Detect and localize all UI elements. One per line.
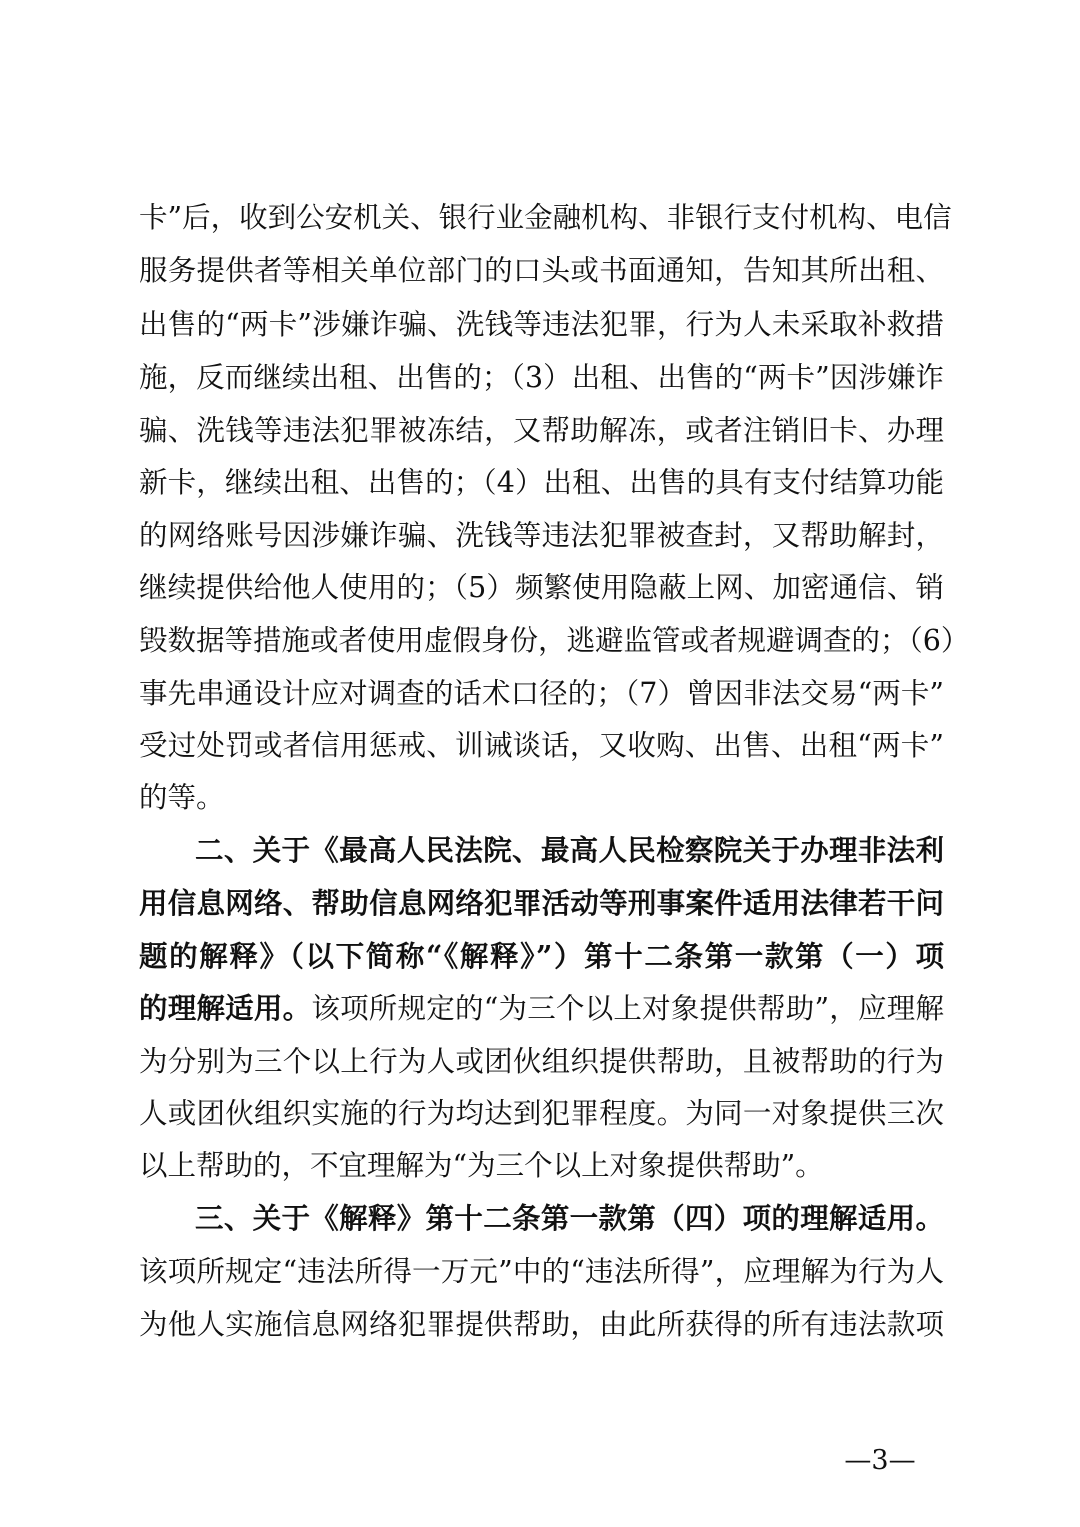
- text-line: 事先串通设计应对调查的话术口径的；（7）曾因非法交易“两卡”: [139, 677, 944, 710]
- text-line: 的网络账号因涉嫌诈骗、洗钱等违法犯罪被查封，又帮助解封，: [139, 519, 944, 552]
- section-heading-line: 用信息网络、帮助信息网络犯罪活动等刑事案件适用法律若干问: [139, 886, 944, 920]
- text-line: 新卡，继续出租、出售的；（4）出租、出售的具有支付结算功能: [139, 466, 944, 499]
- text-line: 为他人实施信息网络犯罪提供帮助，由此所获得的所有违法款项: [139, 1308, 944, 1341]
- text-line: 骗、洗钱等违法犯罪被冻结，又帮助解冻，或者注销旧卡、办理: [139, 414, 944, 447]
- text-line: 的理解适用。该项所规定的“为三个以上对象提供帮助”，应理解: [139, 991, 944, 1025]
- text-line: 服务提供者等相关单位部门的口头或书面通知，告知其所出租、: [139, 254, 944, 287]
- text-line: 继续提供给他人使用的；（5）频繁使用隐蔽上网、加密通信、销: [139, 571, 944, 604]
- text-line: 出售的“两卡”涉嫌诈骗、洗钱等违法犯罪，行为人未采取补救措: [139, 308, 944, 341]
- text-line: 施，反而继续出租、出售的；（3）出租、出售的“两卡”因涉嫌诈: [139, 361, 944, 394]
- text-line: 的等。: [139, 781, 225, 814]
- section-heading-line: 题的解释》（以下简称“《解释》”）第十二条第一款第（一）项: [139, 939, 944, 973]
- text-line: 人或团伙组织实施的行为均达到犯罪程度。为同一对象提供三次: [139, 1097, 944, 1130]
- page-number: —3—: [844, 1445, 916, 1476]
- text-line: 毁数据等措施或者使用虚假身份，逃避监管或者规避调查的；（6）: [139, 624, 970, 657]
- text-line: 为分别为三个以上行为人或团伙组织提供帮助，且被帮助的行为: [139, 1045, 944, 1078]
- section-heading-line: 二、关于《最高人民法院、最高人民检察院关于办理非法利: [195, 833, 944, 867]
- text-line: 卡”后，收到公安机关、银行业金融机构、非银行支付机构、电信: [139, 201, 952, 234]
- section-heading-line: 三、关于《解释》第十二条第一款第（四）项的理解适用。: [195, 1201, 944, 1235]
- text-line: 以上帮助的，不宜理解为“为三个以上对象提供帮助”。: [139, 1149, 824, 1182]
- text-line: 该项所规定“违法所得一万元”中的“违法所得”，应理解为行为人: [139, 1255, 944, 1288]
- text-line: 受过处罚或者信用惩戒、训诫谈话，又收购、出售、出租“两卡”: [139, 729, 944, 762]
